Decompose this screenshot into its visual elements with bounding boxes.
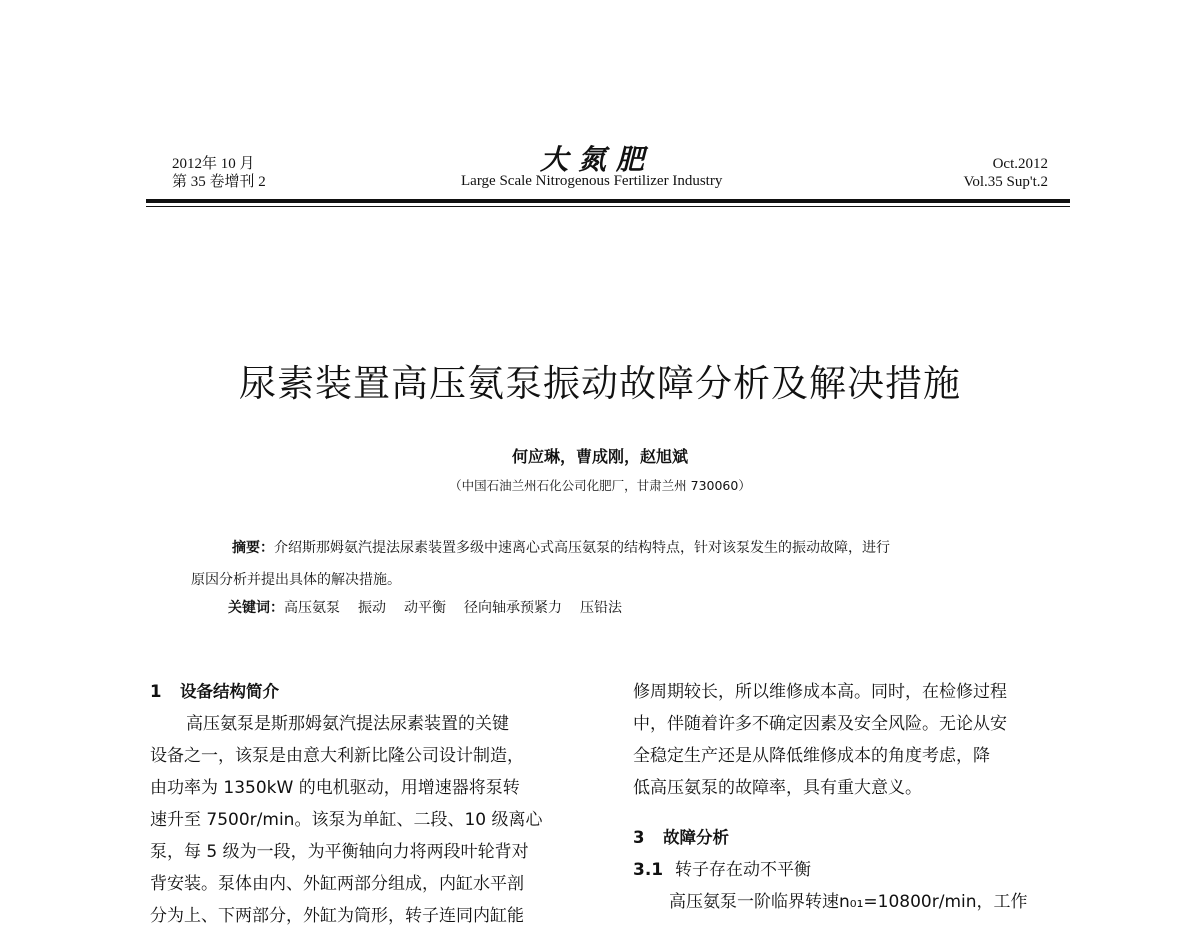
article-authors: 何应琳，曹成刚，赵旭斌 — [511, 447, 688, 466]
paragraph-line: 全稳定生产还是从降低维修成本的角度考虑，降 — [633, 746, 990, 766]
abstract-line-2: 原因分析并提出具体的解决措施。 — [191, 572, 401, 588]
keyword: 径向轴承预紧力 — [464, 600, 562, 616]
body-right-column — [633, 676, 1078, 918]
keyword: 压铅法 — [580, 600, 622, 616]
section-1-heading — [150, 676, 590, 708]
section-gap — [633, 804, 1078, 822]
header-volume-cn: 第 35 卷增刊 2 — [172, 174, 266, 190]
paragraph-line: 中，伴随着许多不确定因素及安全风险。无论从安 — [633, 714, 1007, 734]
paragraph-line: 修周期较长，所以维修成本高。同时，在检修过程 — [633, 682, 1007, 702]
header-date-en: Oct.2012 — [992, 156, 1048, 172]
paragraph-line: 高压氨泵是斯那姆氨汽提法尿素装置的关键 — [186, 714, 509, 734]
paragraph-line: 设备之一，该泵是由意大利新比隆公司设计制造， — [150, 746, 524, 766]
paragraph-line: 速升至 7500r/min。该泵为单缸、二段、10 级离心 — [150, 810, 543, 830]
paragraph-line: 由功率为 1350kW 的电机驱动，用增速器将泵转 — [150, 778, 520, 798]
journal-name: Large Scale Nitrogenous Fertilizer Industry — [461, 173, 723, 189]
keywords-line — [228, 597, 640, 617]
paragraph-line: 高压氨泵一阶临界转速n₀₁=10800r/min，工作 — [669, 892, 1028, 912]
header-date-cn: 2012年 10 月 — [172, 156, 255, 172]
keyword: 高压氨泵 — [284, 600, 340, 616]
paragraph-line: 低高压氨泵的故障率，具有重大意义。 — [633, 778, 922, 798]
paragraph-line: 泵，每 5 级为一段，为平衡轴向力将两段叶轮背对 — [150, 842, 529, 862]
subsection-3-1-heading — [633, 854, 1078, 886]
section-3-heading — [633, 822, 1078, 854]
keyword: 振动 — [358, 600, 386, 616]
journal-logo: 大氮肥 — [540, 143, 655, 176]
header-rule-thick — [146, 199, 1070, 203]
body-left-column — [150, 676, 590, 932]
section-1-title: 设备结构简介 — [180, 682, 279, 701]
keyword: 动平衡 — [404, 600, 446, 616]
paragraph-line: 背安装。泵体由内、外缸两部分组成，内缸水平剖 — [150, 874, 524, 894]
section-3-number: 3 — [633, 828, 645, 847]
header-date-volume-en — [963, 155, 1048, 191]
section-1-number: 1 — [150, 682, 162, 701]
article-affiliation: （中国石油兰州石化公司化肥厂，甘肃兰州 730060） — [449, 478, 751, 493]
paragraph-line: 分为上、下两部分，外缸为筒形，转子连同内缸能 — [150, 906, 524, 926]
header-date-volume — [172, 155, 266, 191]
article-title: 尿素装置高压氨泵振动故障分析及解决措施 — [239, 362, 961, 405]
keywords-label: 关键词： — [228, 600, 284, 616]
abstract-text-1: 介绍斯那姆氨汽提法尿素装置多级中速离心式高压氨泵的结构特点，针对该泵发生的振动故障，进行 — [274, 540, 890, 556]
abstract-label: 摘要： — [232, 540, 274, 556]
subsection-3-1-title: 转子存在动不平衡 — [675, 860, 811, 880]
header-rule-thin — [146, 206, 1070, 207]
abstract-line-1 — [232, 537, 890, 557]
subsection-3-1-number: 3.1 — [633, 860, 664, 880]
section-3-title: 故障分析 — [663, 828, 729, 847]
header-volume-en: Vol.35 Sup't.2 — [963, 174, 1048, 190]
